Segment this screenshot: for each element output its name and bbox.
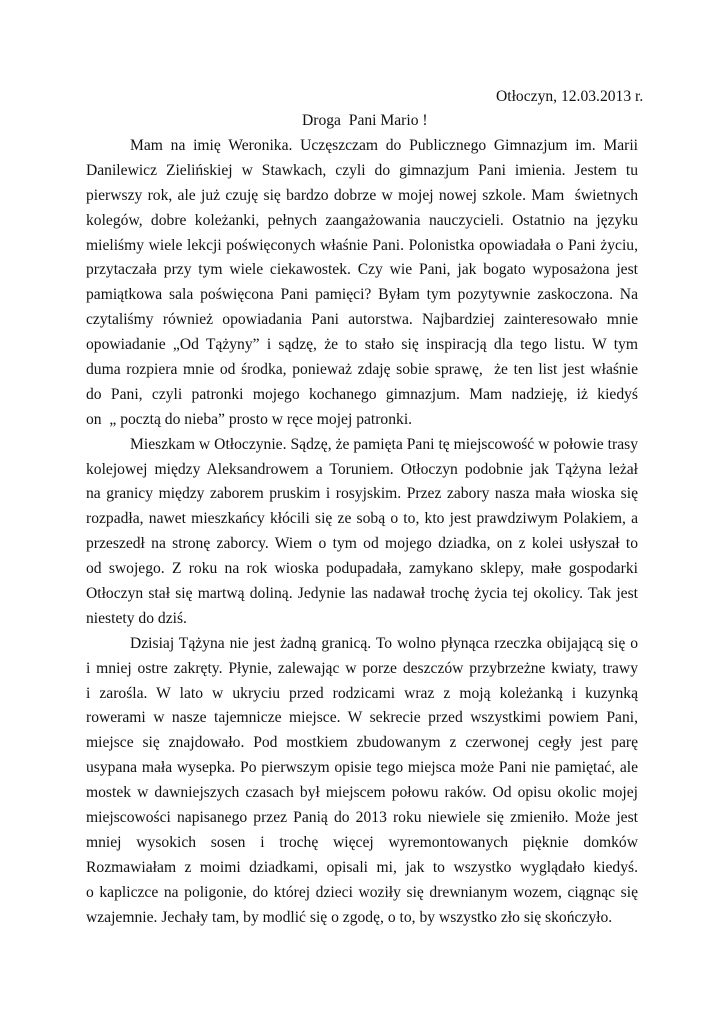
paragraph-line: mostek w dawniejszych czasach był miejscem połowu raków. Od opisu okolic mojej: [86, 784, 638, 802]
paragraph-line: wzajemnie. Jechały tam, by modlić się o zgodę, o to, by wszystko zło się skończyło.: [86, 908, 613, 926]
paragraph-line: i mniej ostre zakręty. Płynie, zalewając w porze deszczów przybrzeżne kwiaty, trawy: [86, 659, 638, 677]
paragraph-line: i zarośla. W lato w ukryciu przed rodzicami wraz z moją koleżanką i kuzynką: [86, 684, 638, 702]
paragraph-line: on „ pocztą do nieba” prosto w ręce mojej patronki.: [86, 410, 413, 428]
paragraph-line: usypana mała wysepka. Po pierwszym opisie tego miejsca może Pani nie pamiętać, ale: [86, 759, 638, 777]
paragraph-line: Danilewicz Zielińskiej w Stawkach, czyli do gimnazjum Pani imienia. Jestem tu: [86, 161, 638, 179]
paragraph-line: czytaliśmy również opowiadania Pani autorstwa. Najbardziej zainteresowało mnie: [86, 311, 638, 329]
letter-paragraph: [86, 632, 638, 931]
letter-paragraph: [86, 134, 638, 433]
letter-greeting: Droga Pani Mario !: [302, 112, 428, 129]
paragraph-line: przeszedł na stronę zaborcy. Wiem o tym od mojego dziadka, on z kolei usłyszał to: [86, 535, 638, 553]
paragraph-line: miejsce się znajdowało. Pod mostkiem zbudowanym z czerwonej cegły jest parę: [86, 734, 638, 752]
paragraph-line: niestety do dziś.: [86, 609, 187, 627]
paragraph-line: mniej wysokich sosen i trochę więcej wyremontowanych pięknie domków: [86, 833, 638, 851]
letter-body: [86, 134, 638, 931]
paragraph-line: do Pani, czyli patronki mojego kochanego gimnazjum. Mam nadzieję, iż kiedyś: [86, 385, 638, 403]
paragraph-line: rozpadła, nawet mieszkańcy kłócili się ze sobą o to, kto jest prawdziwym Polakiem, a: [86, 510, 638, 528]
paragraph-line: kolejowej między Aleksandrowem a Toruniem. Otłoczyn podobnie jak Tążyna leżał: [86, 460, 638, 478]
paragraph-line: miejscowości napisanego przez Panią do 2013 roku niewiele się zmieniło. Może jest: [86, 809, 638, 827]
paragraph-line: rowerami w nasze tajemnicze miejsce. W sekrecie przed wszystkimi powiem Pani,: [86, 709, 638, 727]
paragraph-line: Dzisiaj Tążyna nie jest żadną granicą. To wolno płynąca rzeczka obijającą się o: [130, 634, 638, 652]
paragraph-line: opowiadanie „Od Tążyny” i sądzę, że to stało się inspiracją dla tego listu. W tym: [86, 336, 638, 354]
paragraph-line: od swojego. Z roku na rok wioska podupadała, zamykano sklepy, małe gospodarki: [86, 560, 638, 578]
paragraph-line: Mam na imię Weronika. Uczęszczam do Publicznego Gimnazjum im. Marii: [130, 137, 638, 154]
paragraph-line: o kapliczce na poligonie, do której dzieci woziły się drewnianym wozem, ciągnąc się: [86, 883, 638, 901]
paragraph-line: pamiątkowa sala poświęcona Pani pamięci? Byłam tym pozytywnie zaskoczona. Na: [86, 286, 638, 304]
paragraph-line: pierwszy rok, ale już czuję się bardzo dobrze w mojej nowej szkole. Mam świetnych: [86, 186, 638, 204]
paragraph-line: Mieszkam w Otłoczynie. Sądzę, że pamięta Pani tę miejscowość w połowie trasy: [130, 435, 638, 453]
paragraph-line: na granicy między zaborem pruskim i rosyjskim. Przez zabory nasza mała wioska się: [86, 485, 638, 503]
paragraph-line: Rozmawiałam z moimi dziadkami, opisali mi, jak to wszystko wyglądało kiedyś.: [86, 858, 638, 876]
letter-paragraph: [86, 433, 638, 632]
paragraph-line: mieliśmy wiele lekcji poświęconych właśnie Pani. Polonistka opowiadała o Pani życiu,: [86, 236, 638, 254]
paragraph-line: Otłoczyn stał się martwą doliną. Jedynie las nadawał trochę życia tej okolicy. Tak jest: [86, 585, 638, 603]
paragraph-line: duma rozpiera mnie od środka, ponieważ zdaję sobie sprawę, że ten list jest właśnie: [86, 361, 638, 379]
paragraph-line: przytaczała przy tym wiele ciekawostek. Czy wie Pani, jak bogato wyposażona jest: [86, 261, 638, 279]
letter-date: Otłoczyn, 12.03.2013 r.: [496, 88, 644, 105]
paragraph-line: kolegów, dobre koleżanki, pełnych zaangażowania nauczycieli. Ostatnio na języku: [86, 211, 638, 229]
